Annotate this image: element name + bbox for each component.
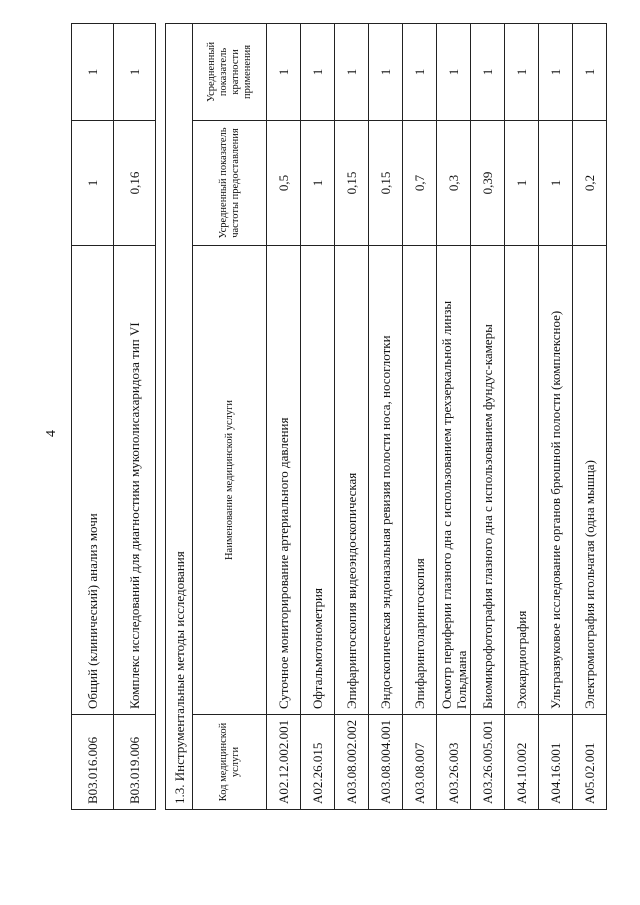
service-code: B03.016.006	[72, 715, 114, 810]
multiplicity-value: 1	[114, 24, 156, 121]
page-number: 4	[44, 430, 59, 437]
service-code: A04.16.001	[539, 715, 573, 810]
table-row	[505, 23, 539, 809]
multiplicity-value: 1	[403, 23, 437, 120]
table-row	[335, 23, 369, 809]
table-row	[369, 23, 403, 809]
multiplicity-value: 1	[573, 23, 607, 120]
service-code: A03.08.002.002	[335, 715, 369, 810]
service-name: Комплекс исследований для диагностики мукополисахаридоза тип VI	[114, 246, 156, 715]
frequency-value: 1	[72, 121, 114, 246]
frequency-value: 0,39	[471, 121, 505, 246]
table-row	[403, 23, 437, 809]
frequency-value: 1	[539, 121, 573, 246]
service-name: Осмотр периферии глазного дна с использованием трехзеркальной линзы Гольдмана	[437, 246, 471, 715]
lab-tests-table-continuation	[71, 23, 156, 810]
multiplicity-value: 1	[301, 23, 335, 120]
section-row	[166, 23, 193, 809]
service-code: B03.019.006	[114, 715, 156, 810]
header-code: Код медицинской услуги	[193, 715, 267, 810]
frequency-value: 0,2	[573, 121, 607, 246]
frequency-value: 0,7	[403, 121, 437, 246]
service-code: A03.26.003	[437, 715, 471, 810]
service-name: Биомикрофотография глазного дна с использованием фундус-камеры	[471, 246, 505, 715]
service-name: Эпифаринголарингоскопия	[403, 246, 437, 715]
frequency-value: 0,15	[335, 121, 369, 246]
service-name: Электромиография игольчатая (одна мышца)	[573, 246, 607, 715]
service-code: A03.26.005.001	[471, 715, 505, 810]
multiplicity-value: 1	[437, 23, 471, 120]
service-name: Эпифарингоскопия видеоэндоскопическая	[335, 246, 369, 715]
table-row	[301, 23, 335, 809]
service-name: Офтальмотонометрия	[301, 246, 335, 715]
service-name: Эндоскопическая эндоназальная ревизия полости носа, носоглотки	[369, 246, 403, 715]
service-name: Суточное мониторирование артериального давления	[267, 246, 301, 715]
table-row	[573, 23, 607, 809]
service-code: A02.12.002.001	[267, 715, 301, 810]
frequency-value: 0,15	[369, 121, 403, 246]
multiplicity-value: 1	[267, 23, 301, 120]
table-row	[539, 23, 573, 809]
service-code: A03.08.007	[403, 715, 437, 810]
multiplicity-value: 1	[505, 23, 539, 120]
multiplicity-value: 1	[335, 23, 369, 120]
multiplicity-value: 1	[471, 23, 505, 120]
table-row	[114, 24, 156, 810]
instrumental-methods-table	[165, 23, 607, 810]
frequency-value: 0,5	[267, 121, 301, 246]
service-code: A05.02.001	[573, 715, 607, 810]
header-multiplicity: Усредненный показатель кратности применения	[193, 23, 267, 120]
frequency-value: 0,16	[114, 121, 156, 246]
section-title: 1.3. Инструментальные методы исследования	[166, 23, 193, 809]
service-name: Эхокардиография	[505, 246, 539, 715]
service-code: A04.10.002	[505, 715, 539, 810]
multiplicity-value: 1	[369, 23, 403, 120]
table-row	[437, 23, 471, 809]
header-name: Наименование медицинской услуги	[193, 246, 267, 715]
service-code: A02.26.015	[301, 715, 335, 810]
multiplicity-value: 1	[539, 23, 573, 120]
header-frequency: Усредненный показатель частоты предоставления	[193, 121, 267, 246]
service-code: A03.08.004.001	[369, 715, 403, 810]
table-row	[267, 23, 301, 809]
frequency-value: 1	[301, 121, 335, 246]
frequency-value: 0,3	[437, 121, 471, 246]
table-row	[72, 24, 114, 810]
table-row	[471, 23, 505, 809]
service-name: Общий (клинический) анализ мочи	[72, 246, 114, 715]
header-row	[193, 23, 267, 809]
service-name: Ультразвуковое исследование органов брюшной полости (комплексное)	[539, 246, 573, 715]
frequency-value: 1	[505, 121, 539, 246]
multiplicity-value: 1	[72, 24, 114, 121]
